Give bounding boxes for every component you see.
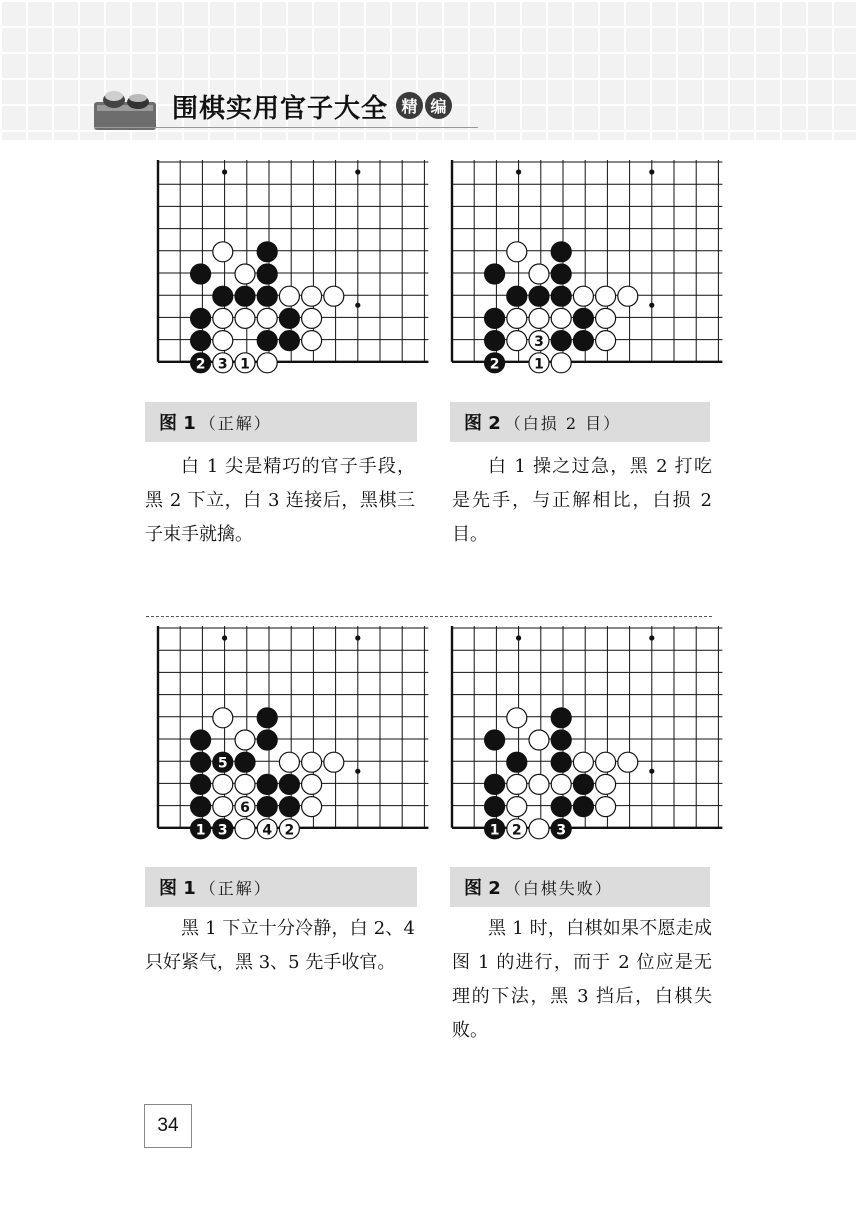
- black-stone: [257, 264, 277, 284]
- star-point: [355, 303, 360, 308]
- caption-note: （白损 2 目）: [504, 413, 622, 433]
- star-point: [649, 769, 654, 774]
- white-stone: [573, 752, 593, 772]
- white-stone: [596, 308, 616, 328]
- white-stone: [596, 752, 616, 772]
- caption-figure-1-top: [145, 402, 417, 442]
- move-number: 1: [534, 356, 544, 373]
- black-stone: [573, 308, 593, 328]
- white-stone: [573, 286, 593, 306]
- black-stone: [485, 264, 505, 284]
- caption-figure-2-bottom: [450, 867, 710, 907]
- black-stone: [213, 286, 233, 306]
- white-stone: [507, 331, 527, 351]
- black-stone: [257, 242, 277, 262]
- go-bowls-logo: [94, 84, 156, 130]
- white-stone: [302, 331, 322, 351]
- move-number: 3: [534, 334, 544, 351]
- white-stone: [529, 774, 549, 794]
- black-stone: [507, 286, 527, 306]
- badge-bian: 编: [425, 92, 452, 119]
- black-stone: [235, 286, 255, 306]
- black-stone: [257, 797, 277, 817]
- white-stone: [507, 308, 527, 328]
- go-board-figure-1-bottom: [156, 626, 416, 846]
- description-figure-1-bottom: 黑 1 下立十分冷静，白 2、4 只好紧气，黑 3、5 先手收官。: [145, 918, 415, 973]
- black-stone: [529, 286, 549, 306]
- black-stone: [235, 752, 255, 772]
- badge-jing: 精: [396, 92, 423, 119]
- go-board-figure-1-top: [156, 160, 416, 380]
- black-stone: [551, 730, 571, 750]
- star-point: [222, 635, 227, 640]
- go-board-figure-2-bottom: [450, 626, 710, 846]
- description-figure-2-top: 白 1 操之过急，黑 2 打吃是先手，与正解相比，白损 2 目。: [452, 456, 712, 545]
- white-stone: [324, 752, 344, 772]
- white-stone: [302, 752, 322, 772]
- white-stone: [213, 242, 233, 262]
- caption-figure-1-bottom: [145, 867, 417, 907]
- page-number: 34: [144, 1104, 192, 1148]
- black-stone: [257, 730, 277, 750]
- white-stone: [235, 730, 255, 750]
- black-stone: [191, 308, 211, 328]
- black-stone: [485, 308, 505, 328]
- white-stone: [551, 308, 571, 328]
- white-stone: [529, 819, 549, 839]
- black-stone: [573, 331, 593, 351]
- black-stone: [257, 286, 277, 306]
- black-stone: [257, 774, 277, 794]
- edition-badges: [396, 92, 452, 119]
- go-board-figure-2-top: [450, 160, 710, 380]
- move-number: 6: [240, 800, 250, 817]
- black-stone: [257, 708, 277, 728]
- white-stone: [529, 308, 549, 328]
- white-stone: [529, 264, 549, 284]
- move-number: 5: [217, 755, 228, 772]
- white-stone: [507, 708, 527, 728]
- move-number: 1: [489, 822, 500, 839]
- white-stone: [213, 774, 233, 794]
- white-stone: [507, 242, 527, 262]
- section-divider: [146, 616, 712, 617]
- black-stone: [551, 708, 571, 728]
- white-stone: [596, 286, 616, 306]
- black-stone: [191, 752, 211, 772]
- black-stone: [279, 774, 299, 794]
- white-stone: [529, 730, 549, 750]
- black-stone: [191, 797, 211, 817]
- black-stone: [573, 774, 593, 794]
- star-point: [516, 169, 521, 174]
- white-stone: [235, 774, 255, 794]
- white-stone: [507, 774, 527, 794]
- black-stone: [485, 331, 505, 351]
- caption-label: 图 2: [464, 878, 501, 899]
- star-point: [355, 169, 360, 174]
- black-stone: [191, 730, 211, 750]
- white-stone: [302, 774, 322, 794]
- black-stone: [191, 774, 211, 794]
- white-stone: [596, 774, 616, 794]
- move-number: 1: [195, 822, 206, 839]
- white-stone: [257, 353, 277, 373]
- move-number: 2: [511, 822, 522, 839]
- white-stone: [235, 264, 255, 284]
- white-stone: [279, 752, 299, 772]
- white-stone: [235, 819, 255, 839]
- book-title: 围棋实用官子大全: [172, 94, 389, 124]
- black-stone: [551, 331, 571, 351]
- white-stone: [213, 708, 233, 728]
- black-stone: [191, 331, 211, 351]
- white-stone: [596, 331, 616, 351]
- move-number: 2: [489, 356, 500, 373]
- white-stone: [302, 308, 322, 328]
- white-stone: [279, 286, 299, 306]
- caption-note: （正解）: [199, 878, 272, 898]
- black-stone: [191, 264, 211, 284]
- caption-label: 图 1: [159, 878, 196, 899]
- move-number: 3: [217, 822, 228, 839]
- white-stone: [257, 308, 277, 328]
- white-stone: [324, 286, 344, 306]
- black-stone: [279, 331, 299, 351]
- white-stone: [618, 286, 638, 306]
- black-stone: [279, 308, 299, 328]
- black-stone: [257, 331, 277, 351]
- header-rule: [94, 127, 478, 128]
- black-stone: [279, 797, 299, 817]
- white-stone: [507, 797, 527, 817]
- move-number: 4: [262, 822, 273, 839]
- black-stone: [551, 797, 571, 817]
- move-number: 1: [240, 356, 250, 373]
- white-stone: [213, 331, 233, 351]
- caption-label: 图 2: [464, 413, 501, 434]
- white-stone: [596, 797, 616, 817]
- black-stone: [551, 242, 571, 262]
- move-number: 2: [195, 356, 206, 373]
- white-stone: [213, 308, 233, 328]
- white-stone: [235, 308, 255, 328]
- caption-label: 图 1: [159, 413, 196, 434]
- star-point: [649, 635, 654, 640]
- white-stone: [618, 752, 638, 772]
- black-stone: [507, 752, 527, 772]
- black-stone: [551, 264, 571, 284]
- description-figure-1-top: 白 1 尖是精巧的官子手段，黑 2 下立，白 3 连接后，黑棋三子束手就擒。: [145, 456, 415, 545]
- black-stone: [485, 774, 505, 794]
- black-stone: [573, 797, 593, 817]
- white-stone: [551, 353, 571, 373]
- caption-figure-2-top: [450, 402, 710, 442]
- star-point: [649, 169, 654, 174]
- star-point: [516, 635, 521, 640]
- move-number: 3: [556, 822, 567, 839]
- move-number: 2: [284, 822, 295, 839]
- description-figure-2-bottom: 黑 1 时，白棋如果不愿走成图 1 的进行，而于 2 位应是无理的下法，黑 3 挡后，白棋失败。: [452, 918, 712, 1041]
- star-point: [649, 303, 654, 308]
- white-stone: [213, 797, 233, 817]
- caption-note: （正解）: [199, 413, 272, 433]
- star-point: [222, 169, 227, 174]
- star-point: [355, 635, 360, 640]
- move-number: 3: [217, 356, 228, 373]
- black-stone: [551, 286, 571, 306]
- black-stone: [551, 752, 571, 772]
- white-stone: [551, 774, 571, 794]
- star-point: [355, 769, 360, 774]
- black-stone: [485, 730, 505, 750]
- caption-note: （白棋失败）: [504, 878, 613, 898]
- white-stone: [302, 286, 322, 306]
- white-stone: [302, 797, 322, 817]
- black-stone: [485, 797, 505, 817]
